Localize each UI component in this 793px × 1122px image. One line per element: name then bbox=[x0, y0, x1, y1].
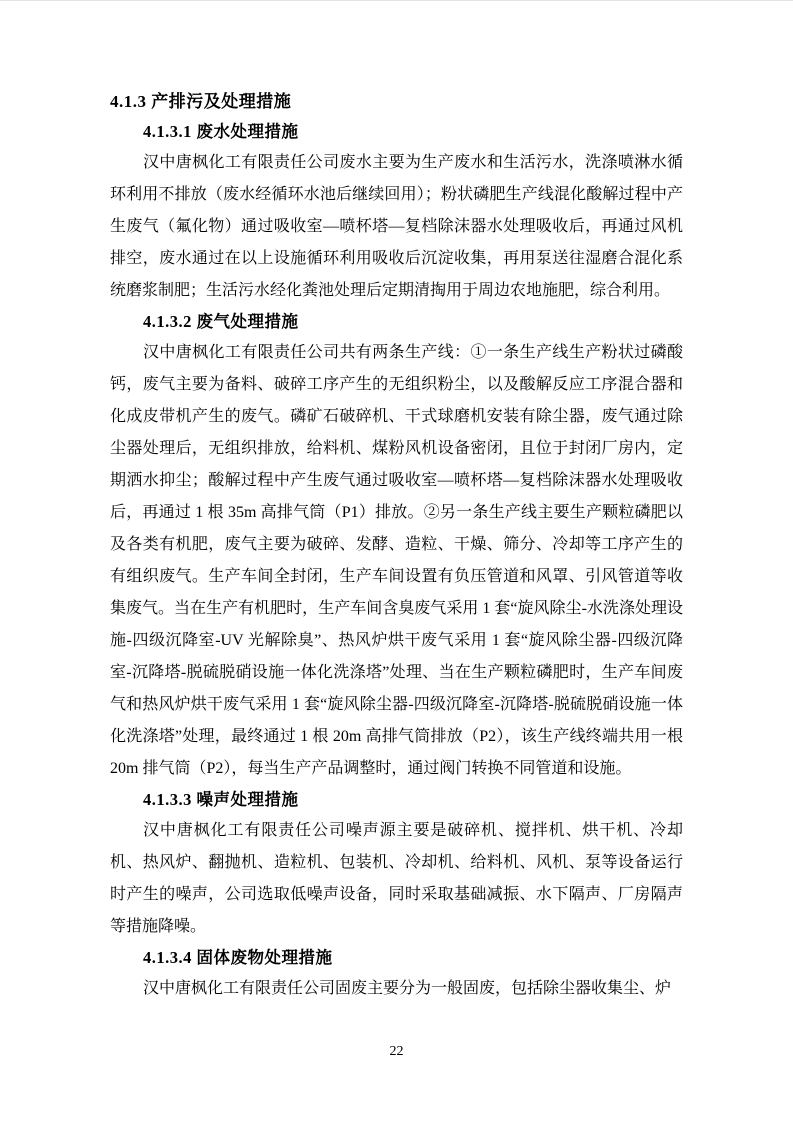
paragraph-solid-waste-treatment: 汉中唐枫化工有限责任公司固废主要分为一般固废，包括除尘器收集尘、炉 bbox=[143, 980, 672, 997]
heading-4-1-3-1-wastewater-treatment: 4.1.3.1 废水处理措施 bbox=[143, 122, 299, 141]
paragraph-noise-treatment: 汉中唐枫化工有限责任公司噪声源主要是破碎机、搅拌机、烘干机、冷却机、热风炉、翻抛机、造粒机、包装机、冷却机、给料机、风机、泵等设备运行时产生的噪声，公司选取低噪声设备，同时采取基础减振、水下隔声、厂房隔声等措施降噪。 bbox=[110, 822, 683, 935]
heading-4-1-3-2-waste-gas-treatment: 4.1.3.2 废气处理措施 bbox=[143, 312, 299, 331]
paragraph-wastewater-treatment: 汉中唐枫化工有限责任公司废水主要为生产废水和生活污水，洗涤喷淋水循环利用不排放（废水经循环水池后继续回用）；粉状磷肥生产线混化酸解过程中产生废气（氟化物）通过吸收室—喷杯塔—复档除沫器水处理吸收后，再通过风机排空，废水通过在以上设施循环利用吸收后沉淀收集，再用泵送往湿磨合混化系统磨浆制肥；生活污水经化粪池处理后定期清掏用于周边农地施肥，综合利用。 bbox=[110, 154, 683, 299]
heading-4-1-3-pollution-and-treatment-measures: 4.1.3 产排污及处理措施 bbox=[110, 92, 292, 111]
heading-4-1-3-3-noise-treatment: 4.1.3.3 噪声处理措施 bbox=[143, 790, 299, 809]
page-content bbox=[110, 87, 683, 1005]
page-number: 22 bbox=[389, 1044, 404, 1059]
paragraph-waste-gas-treatment: 汉中唐枫化工有限责任公司共有两条生产线：①一条生产线生产粉状过磷酸钙，废气主要为备料、破碎工序产生的无组织粉尘，以及酸解反应工序混合器和化成皮带机产生的废气。磷矿石破碎机、干式球磨机安装有除尘器，废气通过除尘器处理后，无组织排放，给料机、煤粉风机设备密闭，且位于封闭厂房内，定期洒水抑尘；酸解过程中产生废气通过吸收室—喷杯塔—复档除沫器水处理吸收后，再通过 1 根 35m 高排气筒（P1）排放。②另一条生产线主要生产颗粒磷肥以及各类有机肥，废气主要为破碎、发酵、造粒、干燥、筛分、冷却等工序产生的有组织废气。生产车间全封闭，生产车间设置有负压管道和风罩、引风管道等收集废气。当在生产有机肥时，生产车间含臭废气采用 1 套“旋风除尘-水洗涤处理设施-四级沉降室-UV 光解除臭”、热风炉烘干废气采用 1 套“旋风除尘器-四级沉降室-沉降塔-脱硫脱硝设施一体化洗涤塔”处理、当在生产颗粒磷肥时，生产车间废气和热风炉烘干废气采用 1 套“旋风除尘器-四级沉降室-沉降塔-脱硫脱硝设施一体化洗涤塔”处理，最终通过 1 根 20m 高排气筒排放（P2），该生产线终端共用一根 20m 排气筒（P2），每当生产产品调整时，通过阀门转换不同管道和设施。 bbox=[110, 344, 683, 777]
heading-4-1-3-4-solid-waste-treatment: 4.1.3.4 固体废物处理措施 bbox=[143, 948, 333, 967]
